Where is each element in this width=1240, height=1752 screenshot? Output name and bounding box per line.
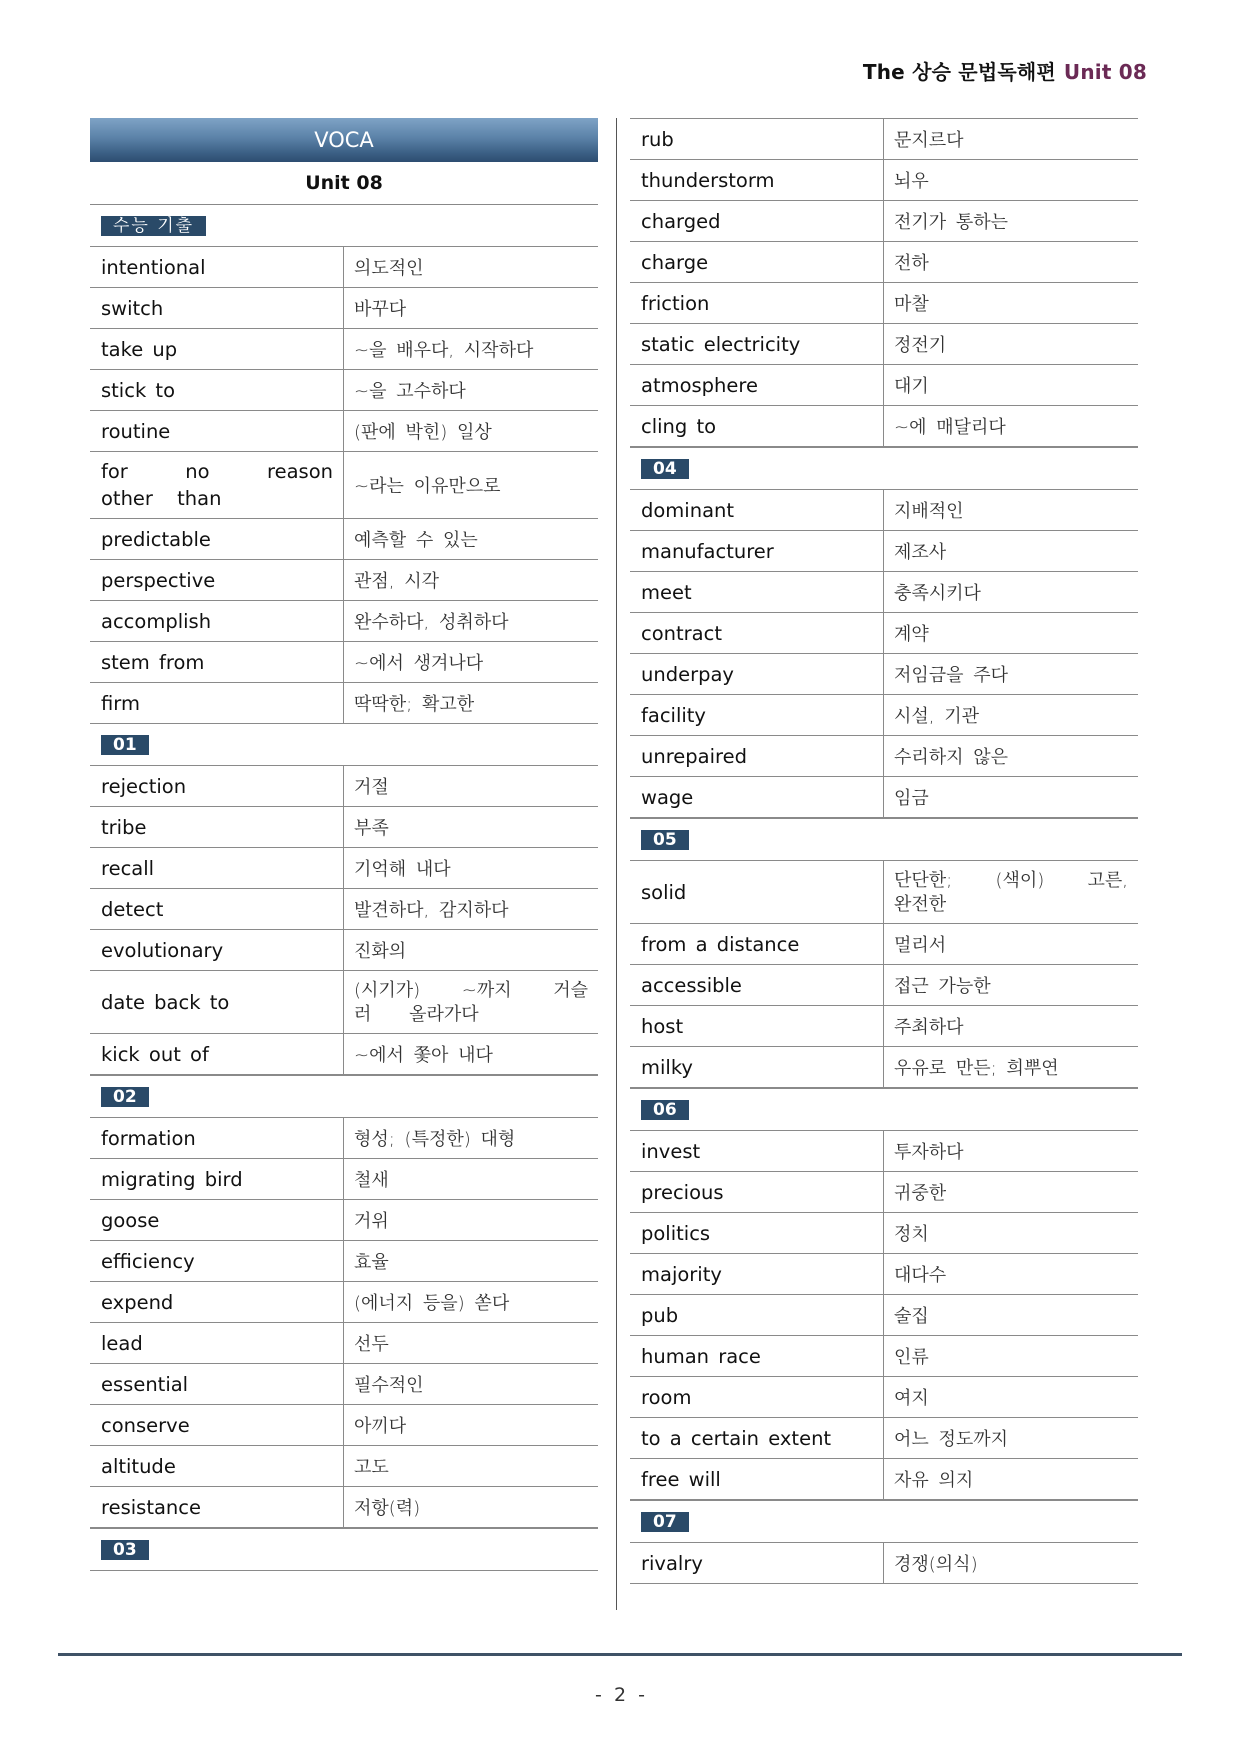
meaning: ~에서 생겨나다 <box>354 653 484 674</box>
meaning: 거위 <box>354 1211 389 1232</box>
meaning: 정전기 <box>894 335 947 356</box>
section-header-02 <box>90 1076 598 1118</box>
vocab-row <box>630 572 1138 613</box>
vocab-row <box>90 1364 598 1405</box>
vocab-row <box>630 654 1138 695</box>
vocab-row <box>90 288 598 329</box>
meaning: 거절 <box>354 777 389 798</box>
term: thunderstorm <box>630 160 884 200</box>
meaning: 고도 <box>354 1457 389 1478</box>
vocab-row <box>630 1418 1138 1459</box>
vocab-row <box>90 1446 598 1487</box>
term: tribe <box>90 807 344 847</box>
term: host <box>630 1006 884 1046</box>
term: rivalry <box>630 1543 884 1583</box>
term: wage <box>630 777 884 817</box>
term: essential <box>90 1364 344 1404</box>
meaning: 부족 <box>354 818 389 839</box>
meaning: 수리하지 않은 <box>894 747 1009 768</box>
term: switch <box>90 288 344 328</box>
section-header-04 <box>630 448 1138 490</box>
term: atmosphere <box>630 365 884 405</box>
meaning: 술집 <box>894 1306 929 1327</box>
term: detect <box>90 889 344 929</box>
vocab-row <box>630 1131 1138 1172</box>
term: free will <box>630 1459 884 1499</box>
meaning: 대다수 <box>894 1265 947 1286</box>
vocab-row <box>90 452 598 519</box>
meaning: 인류 <box>894 1347 929 1368</box>
section-tag: 02 <box>101 1087 149 1107</box>
meaning: 우유로 만든; 희뿌연 <box>894 1058 1059 1079</box>
vocab-row <box>630 160 1138 201</box>
right-column <box>630 118 1138 1584</box>
voca-banner: VOCA <box>90 118 598 162</box>
section-tag: 01 <box>101 735 149 755</box>
term: perspective <box>90 560 344 600</box>
meaning: 효율 <box>354 1252 389 1273</box>
meaning: 전기가 통하는 <box>894 212 1009 233</box>
unit-label: Unit 08 <box>1063 60 1147 84</box>
term: firm <box>90 683 344 723</box>
meaning: 철새 <box>354 1170 389 1191</box>
term: dominant <box>630 490 884 530</box>
meaning: 정치 <box>894 1224 929 1245</box>
term: accomplish <box>90 601 344 641</box>
term: friction <box>630 283 884 323</box>
vocab-row <box>90 1323 598 1364</box>
meaning: (시기가) ~까지 거슬러 올라가다 <box>354 980 588 1025</box>
term: charged <box>630 201 884 241</box>
term: goose <box>90 1200 344 1240</box>
meaning: 저임금을 주다 <box>894 665 1009 686</box>
meaning: ~을 고수하다 <box>354 381 466 402</box>
meaning: 계약 <box>894 624 929 645</box>
section-header-01 <box>90 724 598 766</box>
section-tag: 05 <box>641 830 689 850</box>
meaning: 기억해 내다 <box>354 859 451 880</box>
vocab-row <box>630 324 1138 365</box>
meaning: 예측할 수 있는 <box>354 530 478 551</box>
vocab-row <box>90 1200 598 1241</box>
meaning: 시설, 기관 <box>894 706 979 727</box>
vocab-row <box>630 365 1138 406</box>
term: solid <box>630 861 884 923</box>
vocab-row <box>90 370 598 411</box>
running-header <box>863 56 1147 85</box>
meaning: 뇌우 <box>894 171 929 192</box>
term: efficiency <box>90 1241 344 1281</box>
unit-subtitle: Unit 08 <box>90 162 598 205</box>
meaning: ~을 배우다, 시작하다 <box>354 340 534 361</box>
meaning: ~에 매달리다 <box>894 417 1006 438</box>
meaning: 전하 <box>894 253 929 274</box>
term: take up <box>90 329 344 369</box>
vocab-row <box>630 242 1138 283</box>
meaning: 형성; (특정한) 대형 <box>354 1129 516 1150</box>
meaning: 주최하다 <box>894 1017 964 1038</box>
vocab-row <box>90 1405 598 1446</box>
section-header-05 <box>630 819 1138 861</box>
term: date back to <box>90 971 344 1033</box>
vocab-row <box>630 1336 1138 1377</box>
meaning: 귀중한 <box>894 1183 947 1204</box>
vocab-row <box>90 889 598 930</box>
meaning: 관점, 시각 <box>354 571 439 592</box>
term: lead <box>90 1323 344 1363</box>
vocab-row <box>90 807 598 848</box>
section-tag: 07 <box>641 1512 689 1532</box>
meaning: 충족시키다 <box>894 583 981 604</box>
meaning: 접근 가능한 <box>894 976 991 997</box>
left-column <box>90 118 598 1571</box>
meaning: 여지 <box>894 1388 929 1409</box>
term: formation <box>90 1118 344 1158</box>
term: contract <box>630 613 884 653</box>
term: rub <box>630 119 884 159</box>
footer-rule <box>58 1653 1182 1656</box>
term: meet <box>630 572 884 612</box>
term: human race <box>630 1336 884 1376</box>
term: pub <box>630 1295 884 1335</box>
term: unrepaired <box>630 736 884 776</box>
term: evolutionary <box>90 930 344 970</box>
term: invest <box>630 1131 884 1171</box>
meaning: 마찰 <box>894 294 929 315</box>
term: to a certain extent <box>630 1418 884 1458</box>
vocab-row <box>630 118 1138 160</box>
book-title: The 상승 문법독해편 <box>862 60 1056 84</box>
section-header-03 <box>90 1529 598 1571</box>
vocab-row <box>90 1034 598 1076</box>
meaning: 바꾸다 <box>354 299 407 320</box>
term: cling to <box>630 406 884 446</box>
vocab-row <box>90 411 598 452</box>
vocab-row <box>630 613 1138 654</box>
vocab-row <box>630 531 1138 572</box>
term: precious <box>630 1172 884 1212</box>
meaning: 임금 <box>894 788 929 809</box>
vocab-row <box>90 766 598 807</box>
section-header-suneung <box>90 205 598 247</box>
vocab-row <box>90 930 598 971</box>
vocab-row <box>630 490 1138 531</box>
meaning: 어느 정도까지 <box>894 1429 1009 1450</box>
vocab-row <box>630 1377 1138 1418</box>
meaning: ~에서 쫓아 내다 <box>354 1045 493 1066</box>
meaning: 투자하다 <box>894 1142 964 1163</box>
term: accessible <box>630 965 884 1005</box>
vocab-row <box>90 329 598 370</box>
meaning: (에너지 등을) 쏟다 <box>354 1293 510 1314</box>
term: milky <box>630 1047 884 1087</box>
vocab-row <box>630 965 1138 1006</box>
term: politics <box>630 1213 884 1253</box>
section-tag: 04 <box>641 459 689 479</box>
vocab-row <box>90 247 598 288</box>
meaning: 문지르다 <box>894 130 964 151</box>
term: room <box>630 1377 884 1417</box>
term: expend <box>90 1282 344 1322</box>
vocab-row <box>630 201 1138 242</box>
vocab-row <box>90 642 598 683</box>
vocab-row <box>630 1254 1138 1295</box>
term: intentional <box>90 247 344 287</box>
section-header-07 <box>630 1501 1138 1543</box>
meaning: 단단한; (색이) 고른, 완전한 <box>894 870 1128 915</box>
vocab-row <box>90 1241 598 1282</box>
meaning: 대기 <box>894 376 929 397</box>
term: altitude <box>90 1446 344 1486</box>
meaning: 완수하다, 성취하다 <box>354 612 509 633</box>
vocab-row <box>630 695 1138 736</box>
term: recall <box>90 848 344 888</box>
meaning: 지배적인 <box>894 501 964 522</box>
vocab-row <box>630 777 1138 819</box>
term: underpay <box>630 654 884 694</box>
meaning: 제조사 <box>894 542 947 563</box>
term: predictable <box>90 519 344 559</box>
term: facility <box>630 695 884 735</box>
meaning: 발견하다, 감지하다 <box>354 900 509 921</box>
vocab-row <box>90 848 598 889</box>
vocab-row <box>90 683 598 724</box>
term: majority <box>630 1254 884 1294</box>
meaning: 멀리서 <box>894 935 947 956</box>
vocab-row <box>630 1543 1138 1584</box>
vocab-row <box>630 1459 1138 1501</box>
meaning: ~라는 이유만으로 <box>354 476 501 497</box>
meaning: 진화의 <box>354 941 407 962</box>
meaning: 자유 의지 <box>894 1470 974 1491</box>
vocab-row <box>630 406 1138 448</box>
term: stick to <box>90 370 344 410</box>
page-number: - 2 - <box>595 1684 645 1706</box>
term: manufacturer <box>630 531 884 571</box>
vocab-row <box>90 519 598 560</box>
vocab-row <box>90 601 598 642</box>
section-tag: 06 <box>641 1100 689 1120</box>
vocab-row <box>630 1006 1138 1047</box>
meaning: 아끼다 <box>354 1416 407 1437</box>
term: migrating bird <box>90 1159 344 1199</box>
vocab-row <box>630 1213 1138 1254</box>
vocab-row <box>630 283 1138 324</box>
section-header-06 <box>630 1089 1138 1131</box>
vocab-row <box>630 736 1138 777</box>
vocab-row <box>630 861 1138 924</box>
term: for no reason other than <box>90 452 344 518</box>
meaning: 의도적인 <box>354 258 424 279</box>
term: kick out of <box>90 1034 344 1074</box>
term: routine <box>90 411 344 451</box>
vocab-row <box>90 1118 598 1159</box>
term: static electricity <box>630 324 884 364</box>
vocab-row <box>630 1172 1138 1213</box>
meaning: 선두 <box>354 1334 389 1355</box>
term: from a distance <box>630 924 884 964</box>
section-tag: 03 <box>101 1540 149 1560</box>
column-divider <box>616 118 617 1610</box>
term: resistance <box>90 1487 344 1527</box>
term: rejection <box>90 766 344 806</box>
vocab-row <box>90 1282 598 1323</box>
vocab-row <box>90 560 598 601</box>
meaning: 저항(력) <box>354 1498 421 1519</box>
vocab-row <box>630 1295 1138 1336</box>
meaning: 필수적인 <box>354 1375 424 1396</box>
term: charge <box>630 242 884 282</box>
vocab-row <box>630 1047 1138 1089</box>
meaning: 딱딱한; 확고한 <box>354 694 475 715</box>
vocab-row <box>630 924 1138 965</box>
section-tag: 수능 기출 <box>101 216 206 236</box>
vocab-row <box>90 1487 598 1529</box>
vocab-row <box>90 971 598 1034</box>
vocab-row <box>90 1159 598 1200</box>
meaning: (판에 박힌) 일상 <box>354 422 492 443</box>
term: conserve <box>90 1405 344 1445</box>
term: stem from <box>90 642 344 682</box>
meaning: 경쟁(의식) <box>894 1554 978 1575</box>
